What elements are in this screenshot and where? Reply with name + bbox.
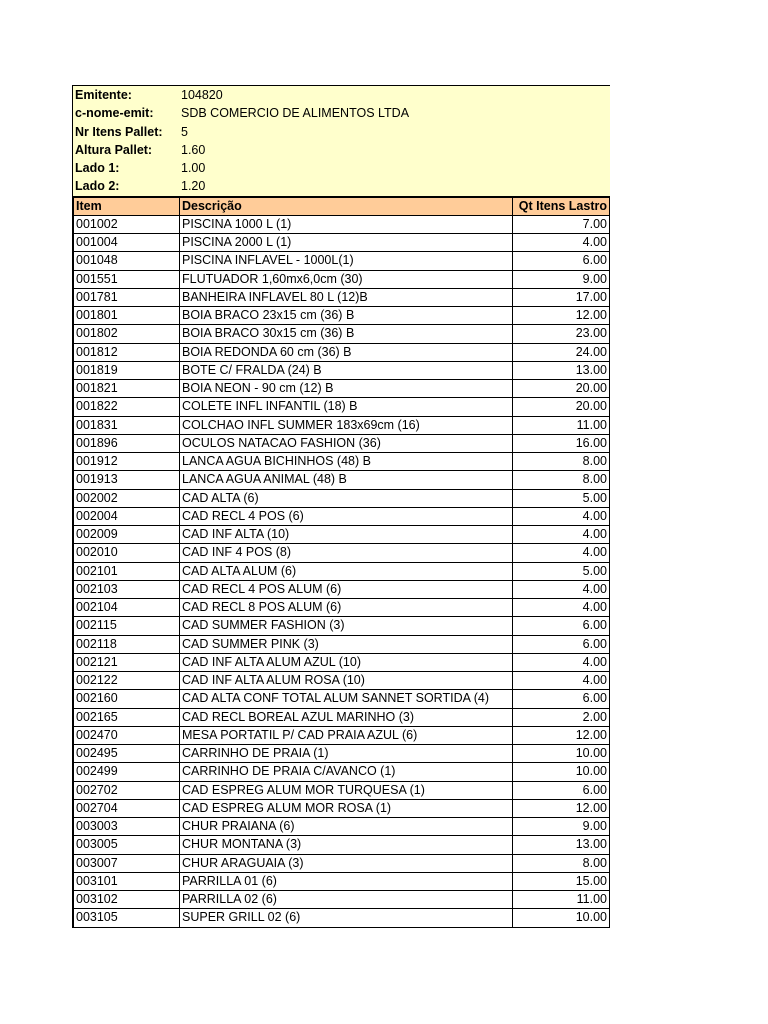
meta-label: c-nome-emit:	[75, 106, 154, 121]
cell-item-code: 003105	[73, 909, 180, 927]
cell-description: CAD INF 4 POS (8)	[180, 544, 513, 562]
cell-qty: 11.00	[513, 891, 610, 909]
cell-description: MESA PORTATIL P/ CAD PRAIA AZUL (6)	[180, 726, 513, 744]
meta-row-lado-1	[73, 159, 610, 177]
cell-qty: 6.00	[513, 781, 610, 799]
meta-row-nr-itens	[73, 123, 610, 141]
cell-item-code: 001801	[73, 307, 180, 325]
cell-item-code: 002122	[73, 672, 180, 690]
cell-description: PARRILLA 01 (6)	[180, 872, 513, 890]
meta-label: Emitente:	[75, 88, 132, 102]
table-row	[73, 726, 610, 744]
cell-description: BOIA BRACO 23x15 cm (36) B	[180, 307, 513, 325]
cell-qty: 4.00	[513, 672, 610, 690]
table-body	[73, 215, 610, 927]
cell-description: CAD ALTA CONF TOTAL ALUM SANNET SORTIDA (4)	[180, 690, 513, 708]
column-header-item: Item	[73, 197, 180, 216]
table-row	[73, 562, 610, 580]
table-row	[73, 599, 610, 617]
cell-item-code: 002002	[73, 489, 180, 507]
cell-qty: 4.00	[513, 544, 610, 562]
cell-item-code: 002499	[73, 763, 180, 781]
cell-item-code: 001802	[73, 325, 180, 343]
cell-item-code: 003007	[73, 854, 180, 872]
cell-description: PARRILLA 02 (6)	[180, 891, 513, 909]
items-table	[72, 196, 610, 928]
cell-item-code: 002702	[73, 781, 180, 799]
cell-item-code: 002121	[73, 653, 180, 671]
table-row	[73, 471, 610, 489]
cell-qty: 6.00	[513, 617, 610, 635]
cell-qty: 10.00	[513, 909, 610, 927]
table-row	[73, 307, 610, 325]
table-row	[73, 909, 610, 927]
table-row	[73, 708, 610, 726]
cell-qty: 11.00	[513, 416, 610, 434]
cell-description: CAD ALTA ALUM (6)	[180, 562, 513, 580]
table-header-row	[73, 197, 610, 216]
cell-item-code: 001896	[73, 434, 180, 452]
cell-description: CHUR MONTANA (3)	[180, 836, 513, 854]
table-row	[73, 854, 610, 872]
cell-description: CHUR ARAGUAIA (3)	[180, 854, 513, 872]
table-row	[73, 872, 610, 890]
table-row	[73, 891, 610, 909]
cell-description: CARRINHO DE PRAIA C/AVANCO (1)	[180, 763, 513, 781]
cell-qty: 5.00	[513, 562, 610, 580]
cell-description: CAD RECL 4 POS ALUM (6)	[180, 580, 513, 598]
cell-description: BOTE C/ FRALDA (24) B	[180, 361, 513, 379]
meta-label: Lado 2:	[75, 179, 120, 194]
cell-qty: 4.00	[513, 507, 610, 525]
table-row	[73, 745, 610, 763]
cell-description: OCULOS NATACAO FASHION (36)	[180, 434, 513, 452]
table-row	[73, 763, 610, 781]
cell-description: PISCINA 1000 L (1)	[180, 215, 513, 233]
table-row	[73, 544, 610, 562]
meta-label: Nr Itens Pallet:	[75, 124, 163, 139]
cell-description: CAD SUMMER PINK (3)	[180, 635, 513, 653]
column-header-description: Descrição	[180, 197, 513, 216]
cell-qty: 6.00	[513, 690, 610, 708]
cell-description: CAD SUMMER FASHION (3)	[180, 617, 513, 635]
cell-item-code: 002104	[73, 599, 180, 617]
cell-item-code: 002010	[73, 544, 180, 562]
cell-item-code: 001819	[73, 361, 180, 379]
cell-description: COLCHAO INFL SUMMER 183x69cm (16)	[180, 416, 513, 434]
cell-description: CAD ALTA (6)	[180, 489, 513, 507]
cell-qty: 16.00	[513, 434, 610, 452]
cell-description: CAD RECL 4 POS (6)	[180, 507, 513, 525]
spreadsheet	[72, 85, 610, 928]
cell-qty: 8.00	[513, 471, 610, 489]
table-row	[73, 252, 610, 270]
cell-item-code: 002470	[73, 726, 180, 744]
table-row	[73, 270, 610, 288]
cell-item-code: 002004	[73, 507, 180, 525]
cell-qty: 4.00	[513, 580, 610, 598]
meta-value: 104820	[181, 88, 223, 102]
cell-item-code: 002009	[73, 526, 180, 544]
cell-qty: 8.00	[513, 854, 610, 872]
cell-description: CAD ESPREG ALUM MOR TURQUESA (1)	[180, 781, 513, 799]
cell-qty: 4.00	[513, 526, 610, 544]
cell-description: BANHEIRA INFLAVEL 80 L (12)B	[180, 288, 513, 306]
table-row	[73, 234, 610, 252]
table-row	[73, 836, 610, 854]
cell-item-code: 002101	[73, 562, 180, 580]
cell-qty: 23.00	[513, 325, 610, 343]
cell-item-code: 001822	[73, 398, 180, 416]
cell-qty: 13.00	[513, 836, 610, 854]
table-row	[73, 818, 610, 836]
cell-description: CHUR PRAIANA (6)	[180, 818, 513, 836]
cell-qty: 9.00	[513, 818, 610, 836]
cell-item-code: 002495	[73, 745, 180, 763]
table-row	[73, 672, 610, 690]
cell-qty: 7.00	[513, 215, 610, 233]
table-row	[73, 325, 610, 343]
cell-item-code: 001913	[73, 471, 180, 489]
cell-qty: 9.00	[513, 270, 610, 288]
cell-qty: 4.00	[513, 653, 610, 671]
cell-description: PISCINA INFLAVEL - 1000L(1)	[180, 252, 513, 270]
table-row	[73, 288, 610, 306]
cell-description: CAD ESPREG ALUM MOR ROSA (1)	[180, 799, 513, 817]
table-row	[73, 635, 610, 653]
cell-description: CAD RECL 8 POS ALUM (6)	[180, 599, 513, 617]
cell-description: LANCA AGUA ANIMAL (48) B	[180, 471, 513, 489]
table-row	[73, 398, 610, 416]
cell-qty: 10.00	[513, 745, 610, 763]
cell-qty: 17.00	[513, 288, 610, 306]
cell-item-code: 001821	[73, 380, 180, 398]
cell-description: SUPER GRILL 02 (6)	[180, 909, 513, 927]
cell-qty: 10.00	[513, 763, 610, 781]
header-info-block	[72, 85, 610, 196]
cell-item-code: 003101	[73, 872, 180, 890]
cell-description: BOIA REDONDA 60 cm (36) B	[180, 343, 513, 361]
cell-description: CARRINHO DE PRAIA (1)	[180, 745, 513, 763]
table-row	[73, 580, 610, 598]
cell-item-code: 001831	[73, 416, 180, 434]
cell-item-code: 001004	[73, 234, 180, 252]
cell-qty: 13.00	[513, 361, 610, 379]
cell-item-code: 001781	[73, 288, 180, 306]
cell-description: CAD INF ALTA ALUM ROSA (10)	[180, 672, 513, 690]
meta-value: 1.20	[181, 179, 206, 194]
cell-item-code: 003003	[73, 818, 180, 836]
table-row	[73, 507, 610, 525]
cell-item-code: 001002	[73, 215, 180, 233]
table-row	[73, 453, 610, 471]
meta-label: Lado 1:	[75, 161, 120, 175]
table-row	[73, 526, 610, 544]
cell-description: BOIA NEON - 90 cm (12) B	[180, 380, 513, 398]
cell-qty: 4.00	[513, 234, 610, 252]
table-row	[73, 416, 610, 434]
table-row	[73, 489, 610, 507]
cell-qty: 6.00	[513, 635, 610, 653]
meta-value: SDB COMERCIO DE ALIMENTOS LTDA	[181, 106, 410, 121]
meta-label: Altura Pallet:	[75, 142, 153, 157]
cell-item-code: 002704	[73, 799, 180, 817]
cell-item-code: 001048	[73, 252, 180, 270]
cell-item-code: 002160	[73, 690, 180, 708]
table-row	[73, 215, 610, 233]
table-row	[73, 361, 610, 379]
table-row	[73, 434, 610, 452]
cell-item-code: 002118	[73, 635, 180, 653]
cell-item-code: 002103	[73, 580, 180, 598]
table-row	[73, 343, 610, 361]
cell-qty: 20.00	[513, 380, 610, 398]
cell-description: CAD INF ALTA (10)	[180, 526, 513, 544]
cell-item-code: 001551	[73, 270, 180, 288]
cell-description: CAD INF ALTA ALUM AZUL (10)	[180, 653, 513, 671]
meta-value: 1.60	[181, 142, 206, 157]
cell-description: LANCA AGUA BICHINHOS (48) B	[180, 453, 513, 471]
meta-value: 5	[181, 124, 188, 139]
table-row	[73, 617, 610, 635]
cell-qty: 24.00	[513, 343, 610, 361]
table-row	[73, 781, 610, 799]
cell-description: COLETE INFL INFANTIL (18) B	[180, 398, 513, 416]
cell-description: CAD RECL BOREAL AZUL MARINHO (3)	[180, 708, 513, 726]
meta-row-altura	[73, 141, 610, 159]
cell-qty: 15.00	[513, 872, 610, 890]
meta-row-nome-emit	[73, 104, 610, 122]
cell-description: BOIA BRACO 30x15 cm (36) B	[180, 325, 513, 343]
column-header-qty: Qt Itens Lastro	[513, 197, 610, 216]
cell-description: PISCINA 2000 L (1)	[180, 234, 513, 252]
cell-qty: 5.00	[513, 489, 610, 507]
meta-value: 1.00	[181, 161, 206, 175]
cell-qty: 12.00	[513, 307, 610, 325]
table-row	[73, 653, 610, 671]
cell-description: FLUTUADOR 1,60mx6,0cm (30)	[180, 270, 513, 288]
cell-qty: 6.00	[513, 252, 610, 270]
cell-qty: 8.00	[513, 453, 610, 471]
table-row	[73, 380, 610, 398]
cell-qty: 2.00	[513, 708, 610, 726]
table-row	[73, 690, 610, 708]
cell-item-code: 002115	[73, 617, 180, 635]
cell-qty: 12.00	[513, 799, 610, 817]
cell-qty: 20.00	[513, 398, 610, 416]
cell-item-code: 003102	[73, 891, 180, 909]
meta-row-lado-2	[73, 177, 610, 195]
cell-item-code: 001812	[73, 343, 180, 361]
cell-item-code: 002165	[73, 708, 180, 726]
meta-row-emitente	[73, 86, 610, 104]
cell-item-code: 003005	[73, 836, 180, 854]
cell-qty: 4.00	[513, 599, 610, 617]
table-row	[73, 799, 610, 817]
cell-item-code: 001912	[73, 453, 180, 471]
cell-qty: 12.00	[513, 726, 610, 744]
